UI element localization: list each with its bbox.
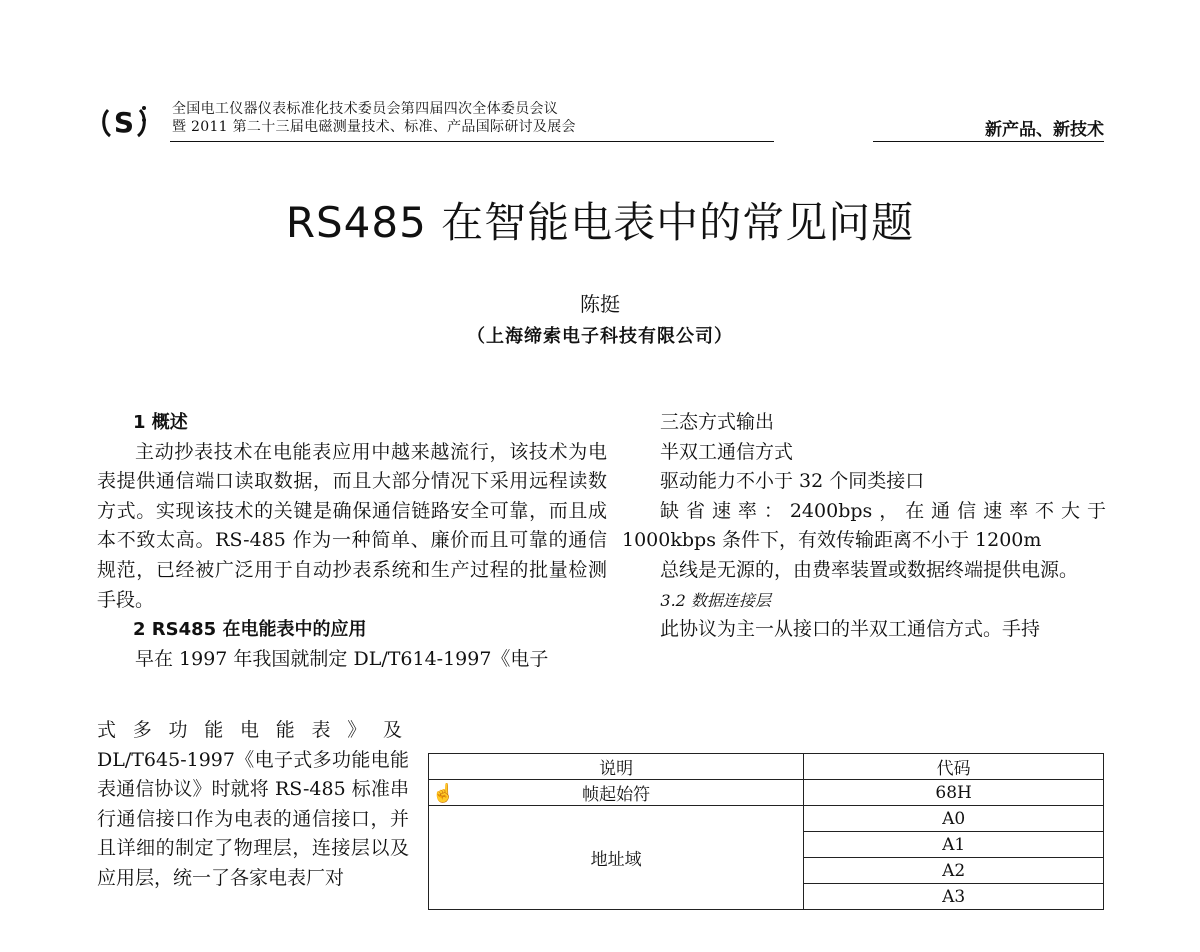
table-cell-address-code: A1 [804, 832, 1104, 858]
table-header-row [429, 754, 1104, 780]
svg-text:S: S [113, 106, 135, 139]
section-heading-1: 1 概述 [133, 412, 188, 433]
section-heading-3-2: 3.2 数据连接层 [660, 590, 771, 610]
section-3-2-paragraph: 此协议为主一从接口的半双工通信方式。手持 [660, 618, 1041, 641]
spec-item-halfduplex: 半双工通信方式 [660, 440, 794, 463]
spec-item-drive: 驱动能力不小于 32 个同类接口 [660, 470, 925, 493]
section-label: 新产品、新技术 [985, 120, 1104, 140]
table-header-desc: 说明 [429, 754, 804, 780]
spec-item-tristate: 三态方式输出 [660, 411, 775, 433]
right-column [622, 408, 1106, 645]
left-column-wrap [97, 716, 409, 894]
author-name: 陈挺 [580, 292, 620, 316]
author-affiliation: （上海缔索电子科技有限公司） [467, 326, 733, 347]
hand-cursor-icon: ☝ [432, 783, 455, 804]
section-1-paragraph: 主动抄表技术在电能表应用中越来越流行，该技术为电表提供通信端口读取数据，而且大部分情况下采用远程读数方式。实现该技术的关键是确保通信链路安全可靠，而且成本不致太高。RS-485 作为一种简单、廉价而且可靠的通信规范，已经被广泛用于自动抄表系统和生产过程的批量检测手段。 [97, 440, 607, 611]
section-2-paragraph-cont-1: 式多功能电能表》及 [97, 719, 409, 741]
table-cell-address-code: A0 [804, 806, 1104, 832]
left-column [97, 408, 607, 674]
table-row [429, 780, 1104, 806]
section-2-paragraph-cont-2: DL/T645-1997《电子式多功能电能表通信协议》时就将 RS-485 标准串行通信接口作为电表的通信接口，并且详细的制定了物理层，连接层以及应用层，统一了各家电表厂对 [97, 748, 409, 889]
header-rule-left [170, 141, 774, 142]
conference-logo [100, 100, 148, 144]
table-cell-address-label: 地址域 [429, 806, 804, 910]
section-heading-2: 2 RS485 在电能表中的应用 [133, 619, 367, 641]
spec-item-power: 总线是无源的，由费率装置或数据终端提供电源。 [660, 558, 1079, 581]
running-header [172, 100, 576, 136]
table-header-code: 代码 [804, 754, 1104, 780]
table-row [429, 806, 1104, 832]
table-cell-start-label: 帧起始符 [429, 780, 804, 806]
header-line-2: 暨 2011 第二十三届电磁测量技术、标准、产品国际研讨及展会 [172, 119, 576, 135]
frame-format-table [428, 753, 1104, 910]
table-cell-address-code: A2 [804, 858, 1104, 884]
header-line-1: 全国电工仪器仪表标准化技术委员会第四届四次全体委员会议 [172, 101, 559, 117]
spec-item-baudrate: 缺省速率：2400bps，在通信速率不大于 [660, 499, 1106, 522]
table-cell-start-code: 68H [804, 780, 1104, 806]
header-rule-right [873, 141, 1104, 142]
paper-title: RS485 在智能电表中的常见问题 [285, 198, 915, 247]
spec-item-distance: 1000kbps 条件下，有效传输距离不小于 1200m [622, 529, 1042, 552]
table-cell-address-code: A3 [804, 884, 1104, 910]
section-2-paragraph-start: 早在 1997 年我国就制定 DL/T614-1997《电子 [135, 647, 549, 670]
